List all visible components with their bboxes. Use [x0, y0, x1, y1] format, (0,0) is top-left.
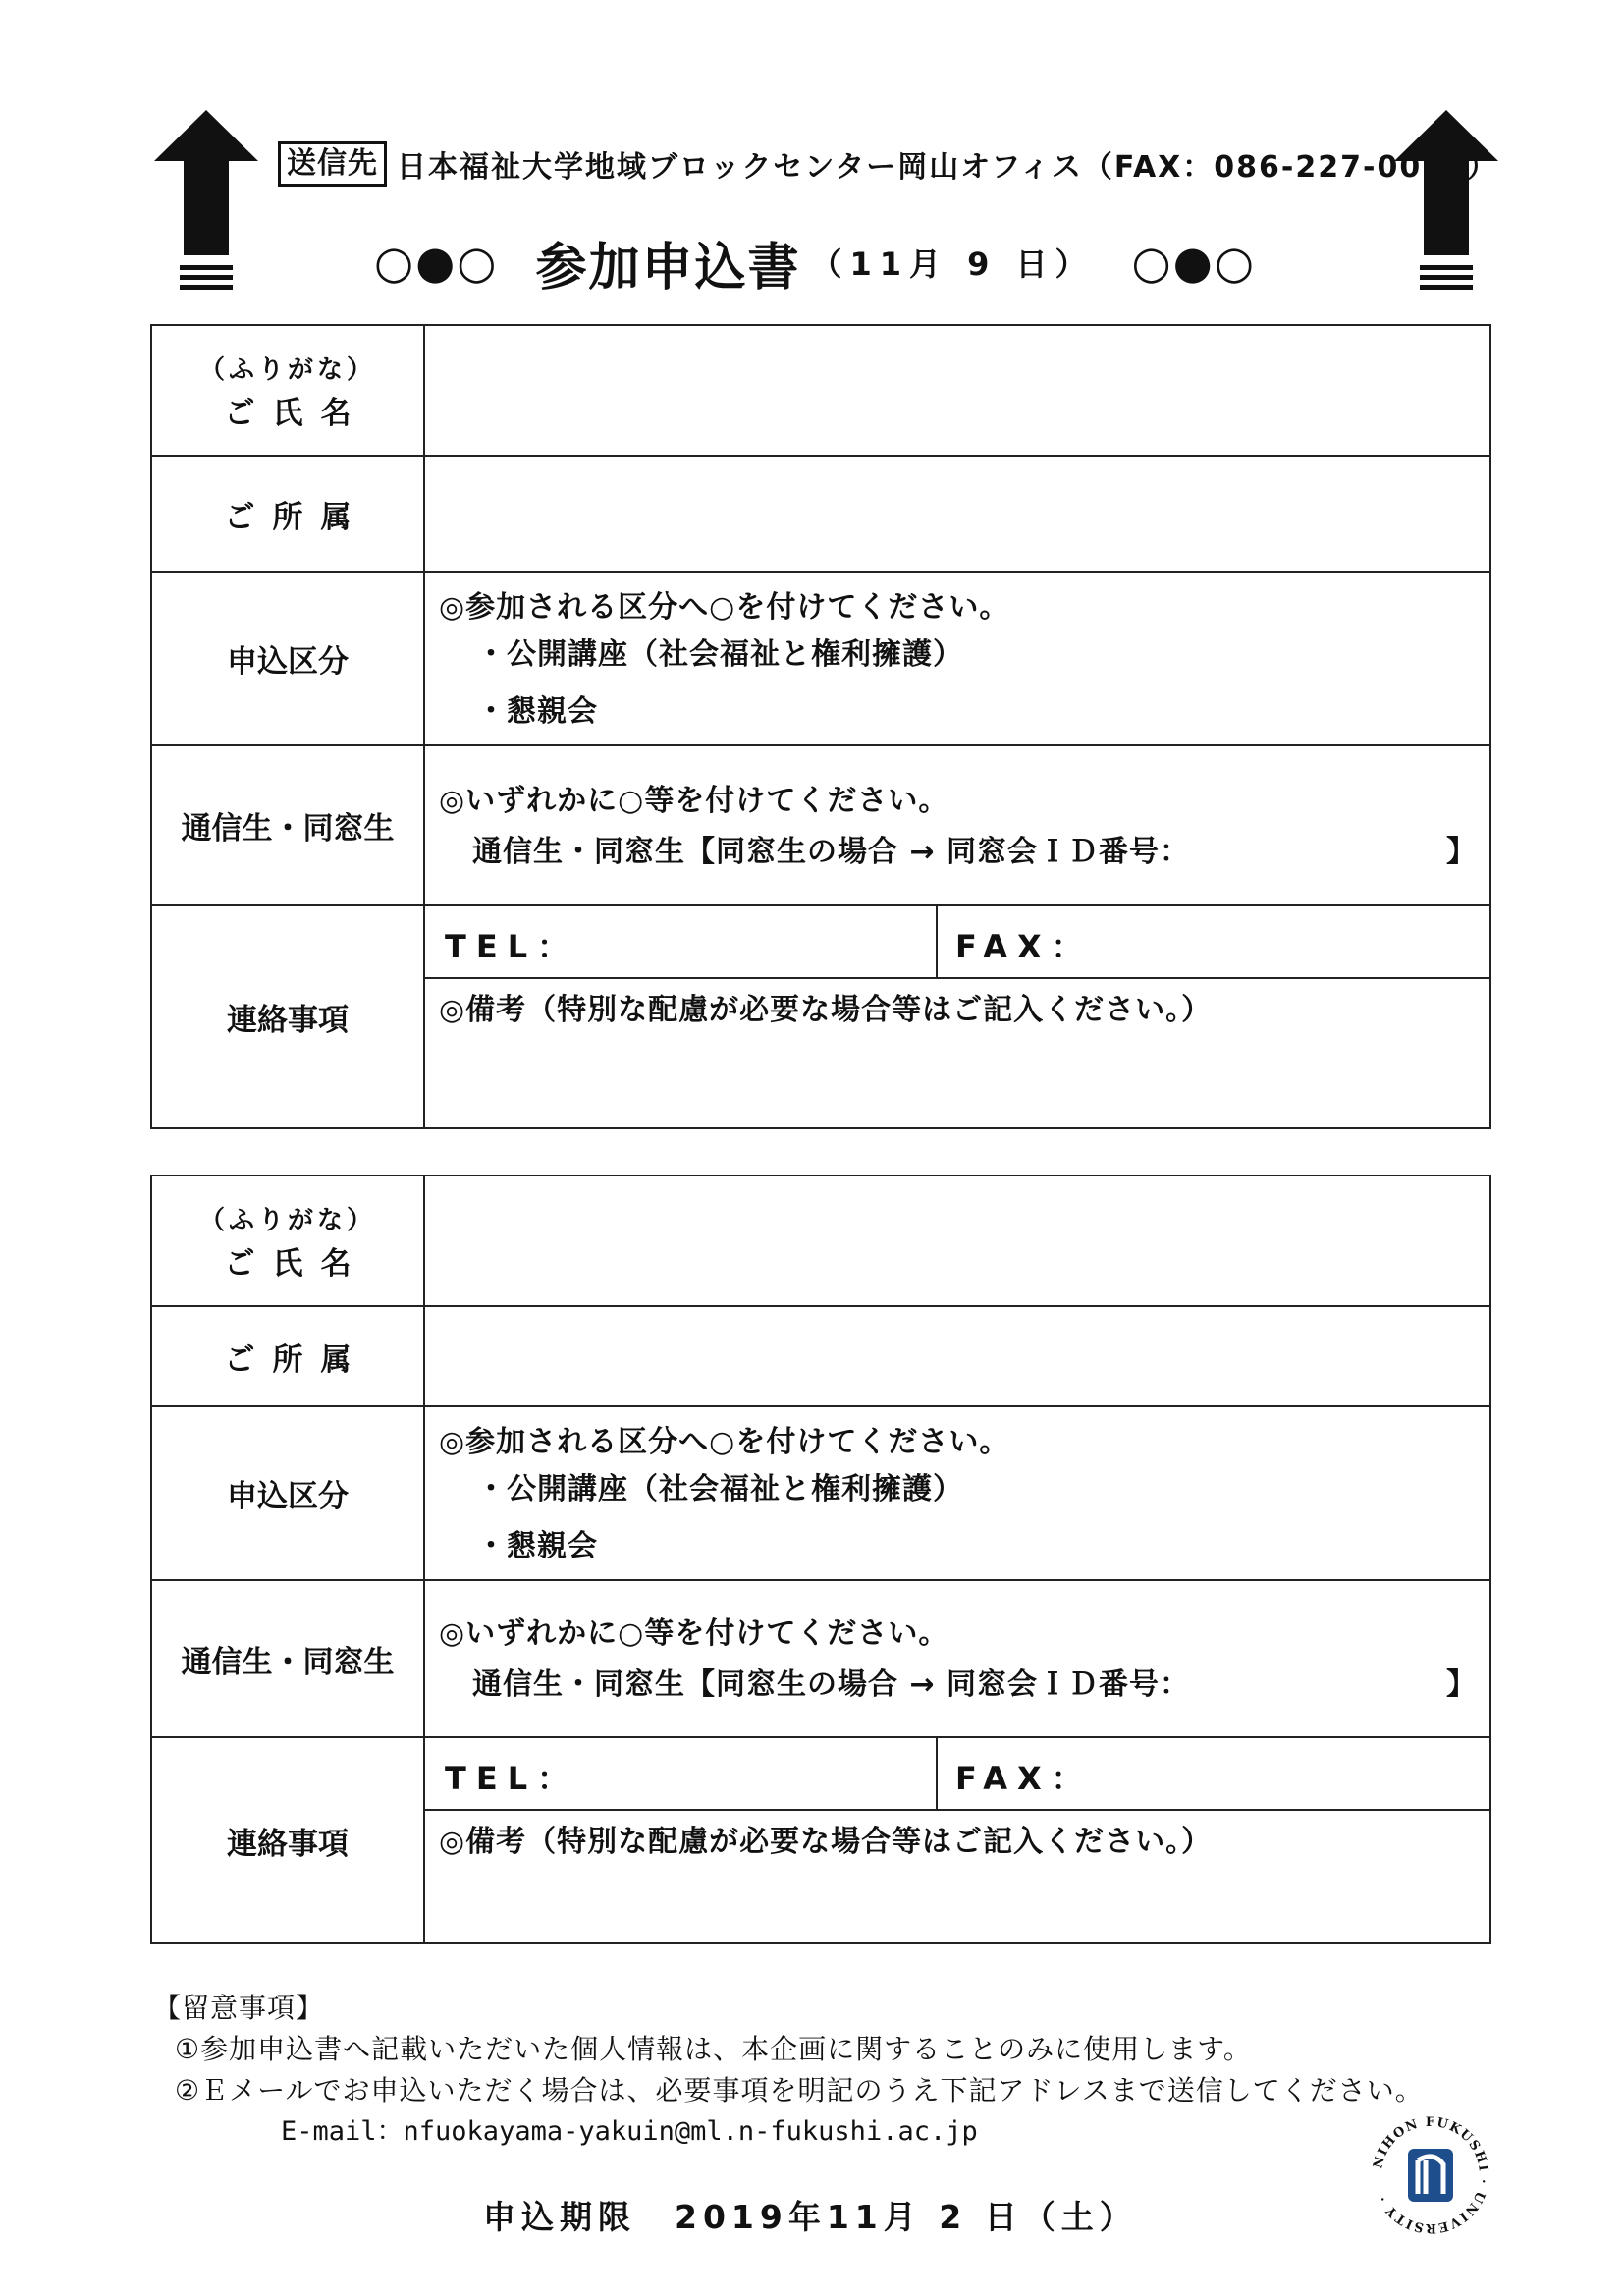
student-choice[interactable]: 通信生・同窓生【同窓生の場合 → 同窓会ＩＤ番号：	[472, 1667, 1191, 1702]
furigana-label: （ふりがな）	[198, 355, 376, 385]
category-instruction: ◎参加される区分へ○を付けてください。	[439, 590, 1010, 625]
fax-label: FAX：	[955, 928, 1093, 965]
page-title	[353, 228, 1276, 297]
svg-text:NIHON FUKUSHI · UNIVERSITY ·: NIHON FUKUSHI · UNIVERSITY ·	[1371, 2114, 1491, 2236]
fax-cell[interactable]	[936, 1738, 1093, 1809]
application-form-1	[150, 324, 1491, 1129]
contact-label-cell	[152, 906, 425, 1127]
note-item-1: ①参加申込書へ記載いただいた個人情報は、本企画に関することのみに使用します。	[175, 2033, 1252, 2065]
application-deadline: 申込期限 2019年11月 2 日（土）	[483, 2198, 1138, 2236]
student-row	[152, 1581, 1489, 1738]
category-field[interactable]	[425, 573, 1489, 744]
category-label-cell	[152, 573, 425, 744]
student-instruction: ◎いずれかに○等を付けてください。	[439, 784, 949, 818]
category-option-social[interactable]: ・懇親会	[476, 1529, 598, 1563]
contact-email[interactable]: E-mail：nfuokayama-yakuin@ml.n-fukushi.ac.jp	[281, 2116, 978, 2147]
name-label-cell	[152, 1176, 425, 1305]
contact-field	[425, 1738, 1489, 1942]
student-choice[interactable]: 通信生・同窓生【同窓生の場合 → 同窓会ＩＤ番号：	[472, 835, 1191, 869]
remarks-label: ◎備考（特別な配慮が必要な場合等はご記入ください。）	[439, 1825, 1213, 1859]
notes-heading: 【留意事項】	[153, 1992, 325, 2024]
furigana-label: （ふりがな）	[198, 1205, 376, 1235]
tel-fax-row	[425, 1738, 1489, 1811]
contact-field	[425, 906, 1489, 1127]
affiliation-row	[152, 457, 1489, 573]
destination-line	[278, 140, 1498, 188]
application-form-2	[150, 1175, 1491, 1944]
fax-label: FAX：	[955, 1760, 1093, 1797]
up-arrow-icon	[152, 110, 260, 292]
affiliation-label: ご所属	[224, 1341, 369, 1378]
student-label: 通信生・同窓生	[181, 1644, 395, 1680]
student-label-cell	[152, 1581, 425, 1736]
note-item-2: ②Ｅメールでお申込いただく場合は、必要事項を明記のうえ下記アドレスまで送信してください。	[175, 2074, 1424, 2106]
category-row	[152, 1407, 1489, 1581]
up-arrow-icon	[1392, 110, 1500, 292]
name-row	[152, 1176, 1489, 1307]
name-label: ご氏名	[224, 395, 369, 431]
tel-label[interactable]: TEL：	[445, 928, 579, 965]
contact-label: 連絡事項	[227, 1003, 349, 1038]
student-label: 通信生・同窓生	[181, 811, 395, 847]
affiliation-label-cell	[152, 1307, 425, 1405]
contact-row	[152, 1738, 1489, 1942]
notes-section	[153, 1988, 1424, 2153]
affiliation-field[interactable]	[425, 457, 1489, 571]
category-option-social[interactable]: ・懇親会	[476, 694, 598, 729]
name-field[interactable]	[425, 326, 1489, 455]
destination-text: 日本福祉大学地域ブロックセンター岡山オフィス（FAX：086-227-0013）	[397, 150, 1498, 185]
title-main: 参加申込書	[535, 238, 801, 298]
affiliation-label: ご所属	[224, 499, 369, 535]
remarks-label: ◎備考（特別な配慮が必要な場合等はご記入ください。）	[439, 993, 1213, 1027]
category-label-cell	[152, 1407, 425, 1579]
student-field[interactable]	[425, 1581, 1489, 1736]
category-label: 申込区分	[227, 644, 349, 680]
category-instruction: ◎参加される区分へ○を付けてください。	[439, 1425, 1010, 1459]
title-date: （11月 9 日）	[810, 246, 1095, 283]
name-field[interactable]	[425, 1176, 1489, 1305]
category-option-lecture[interactable]: ・公開講座（社会福祉と権利擁護）	[476, 1472, 963, 1506]
affiliation-label-cell	[152, 457, 425, 571]
fax-cell[interactable]	[936, 906, 1093, 977]
name-label-cell	[152, 326, 425, 455]
name-row	[152, 326, 1489, 457]
category-option-lecture[interactable]: ・公開講座（社会福祉と権利擁護）	[476, 637, 963, 672]
student-label-cell	[152, 746, 425, 904]
category-field[interactable]	[425, 1407, 1489, 1579]
student-row	[152, 746, 1489, 906]
student-close-bracket: 】	[1446, 835, 1476, 869]
university-logo	[1367, 2111, 1494, 2239]
tel-label[interactable]: TEL：	[445, 1760, 579, 1797]
contact-label-cell	[152, 1738, 425, 1942]
affiliation-field[interactable]	[425, 1307, 1489, 1405]
title-marks-left: ○●○	[374, 236, 499, 289]
tel-fax-row	[425, 906, 1489, 979]
student-field[interactable]	[425, 746, 1489, 904]
affiliation-row	[152, 1307, 1489, 1407]
title-marks-right: ○●○	[1131, 236, 1256, 289]
contact-row	[152, 906, 1489, 1127]
contact-label: 連絡事項	[227, 1826, 349, 1862]
category-label: 申込区分	[227, 1479, 349, 1514]
category-row	[152, 573, 1489, 746]
student-close-bracket: 】	[1446, 1667, 1476, 1702]
student-instruction: ◎いずれかに○等を付けてください。	[439, 1616, 949, 1651]
name-label: ご氏名	[224, 1245, 369, 1282]
destination-label: 送信先	[278, 141, 387, 187]
